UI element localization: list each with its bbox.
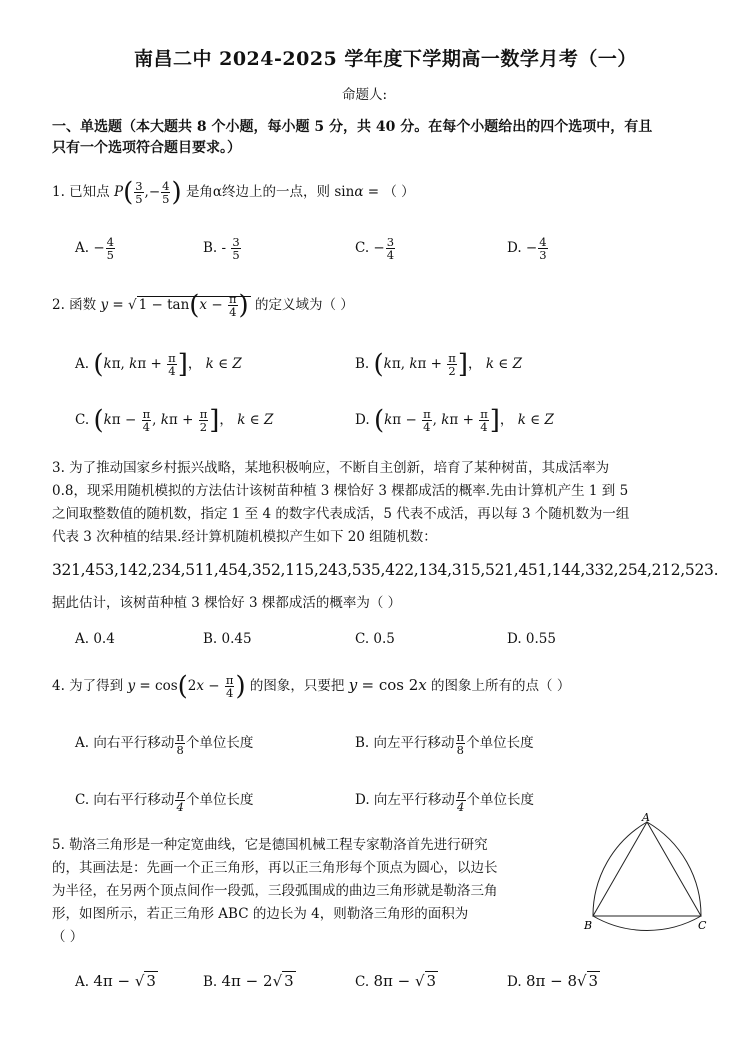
- q5-option-a: A. 4π − √ 3: [75, 972, 156, 990]
- question-5-line3: 为半径，在另两个顶点间作一段弧，三段弧围成的曲边三角形就是勒洛三角: [52, 883, 498, 899]
- q5-option-c: C. 8π − √ 3: [355, 972, 437, 990]
- reuleaux-triangle-figure: [582, 812, 712, 937]
- q3-option-d: D. 0.55: [507, 631, 556, 647]
- question-3-line5: 据此估计，该树苗种植 3 棵恰好 3 棵都成活的概率为（ ）: [52, 595, 402, 611]
- q1-option-a: A. − $\frac{4}{5}$: [75, 235, 114, 262]
- question-3-line3: 之间取整数值的随机数，指定 1 至 4 的数字代表成活，5 代表不成活，再以每 3 个随机数为一组: [52, 506, 630, 522]
- page-title: 南昌二中 2024-2025 学年度下学期高一数学月考（一）: [134, 48, 637, 70]
- question-3-line2: 0.8，现采用随机模拟的方法估计该树苗种植 3 棵恰好 3 棵都成活的概率.先由计算机产生 1 到 5: [52, 483, 629, 499]
- question-5-line4: 形，如图所示，若正三角形 ABC 的边长为 4，则勒洛三角形的面积为: [52, 906, 469, 922]
- q2-option-d: D. (kπ − $\frac{\pi}{4}$ , kπ + $\frac{\pi}{4}$ ]， k ∈ Z: [355, 405, 554, 436]
- author-line: 命题人:: [342, 87, 388, 103]
- question-3-line1: 3. 为了推动国家乡村振兴战略，某地积极响应，不断自主创新，培育了某种树苗，其成活率为: [52, 460, 610, 476]
- question-4: 4. 为了得到 y = cos(2x − $\frac{\pi}{4}$ ) 的图象，只要把 y = cos 2x 的图象上所有的点（ ）: [52, 671, 571, 702]
- q1-option-d: D. − $\frac{4}{3}$: [507, 235, 547, 262]
- vertex-label-b: B: [584, 919, 593, 932]
- q5-option-b: B. 4π − 2√ 3: [203, 972, 294, 990]
- question-2: 2. 函数 y = √ 1 − tan(x − $\frac{\pi}{4}$ ) 的定义域为（ ）: [52, 290, 354, 321]
- question-5-line5: （ ）: [52, 929, 84, 945]
- question-5-line1: 5. 勒洛三角形是一种定宽曲线，它是德国机械工程专家勒洛首先进行研究: [52, 837, 488, 853]
- vertex-label-c: C: [698, 919, 707, 932]
- q2-option-a: A. (kπ, kπ + $\frac{\pi}{4}$ ]， k ∈ Z: [75, 349, 242, 380]
- q3-option-b: B. 0.45: [203, 631, 252, 647]
- q4-option-c: C. 向右平行移动 $\frac{\pi}{4}$ 个单位长度: [75, 787, 254, 814]
- q4-option-d: D. 向左平行移动 $\frac{\pi}{4}$ 个单位长度: [355, 787, 534, 814]
- vertex-label-a: A: [642, 812, 650, 824]
- q1-option-c: C. − $\frac{3}{4}$: [355, 235, 395, 262]
- q3-option-a: A. 0.4: [75, 631, 115, 647]
- q1-option-b: B. - $\frac{3}{5}$: [203, 235, 240, 262]
- question-3-line4: 代表 3 次种植的结果.经计算机随机模拟产生如下 20 组随机数：: [52, 529, 437, 545]
- q2-option-b: B. (kπ, kπ + $\frac{\pi}{2}$ ]， k ∈ Z: [355, 349, 522, 380]
- question-5-line2: 的，其画法是：先画一个正三角形，再以正三角形每个顶点为圆心，以边长: [52, 860, 498, 876]
- q2-option-c: C. (kπ − $\frac{\pi}{4}$ , kπ + $\frac{\pi}{2}$ ]， k ∈ Z: [75, 405, 274, 436]
- q3-option-c: C. 0.5: [355, 631, 395, 647]
- q5-option-d: D. 8π − 8√ 3: [507, 972, 599, 990]
- q4-option-a: A. 向右平行移动 $\frac{\pi}{8}$ 个单位长度: [75, 730, 254, 757]
- section-heading-line2: 只有一个选项符合题目要求。）: [52, 140, 241, 156]
- q4-option-b: B. 向左平行移动 $\frac{\pi}{8}$ 个单位长度: [355, 730, 534, 757]
- question-3-numbers: 321,453,142,234,511,454,352,115,243,535,422,134,315,521,451,144,332,254,212,523.: [52, 561, 719, 579]
- section-heading-line1: 一、单选题（本大题共 8 个小题，每小题 5 分，共 40 分。在每个小题给出的四个选项中，有且: [52, 119, 653, 135]
- question-1: 1. 已知点 P( $\frac{3}{5}$ ,− $\frac{4}{5}$ ) 是角α终边上的一点，则 sinα = （ ）: [52, 177, 415, 208]
